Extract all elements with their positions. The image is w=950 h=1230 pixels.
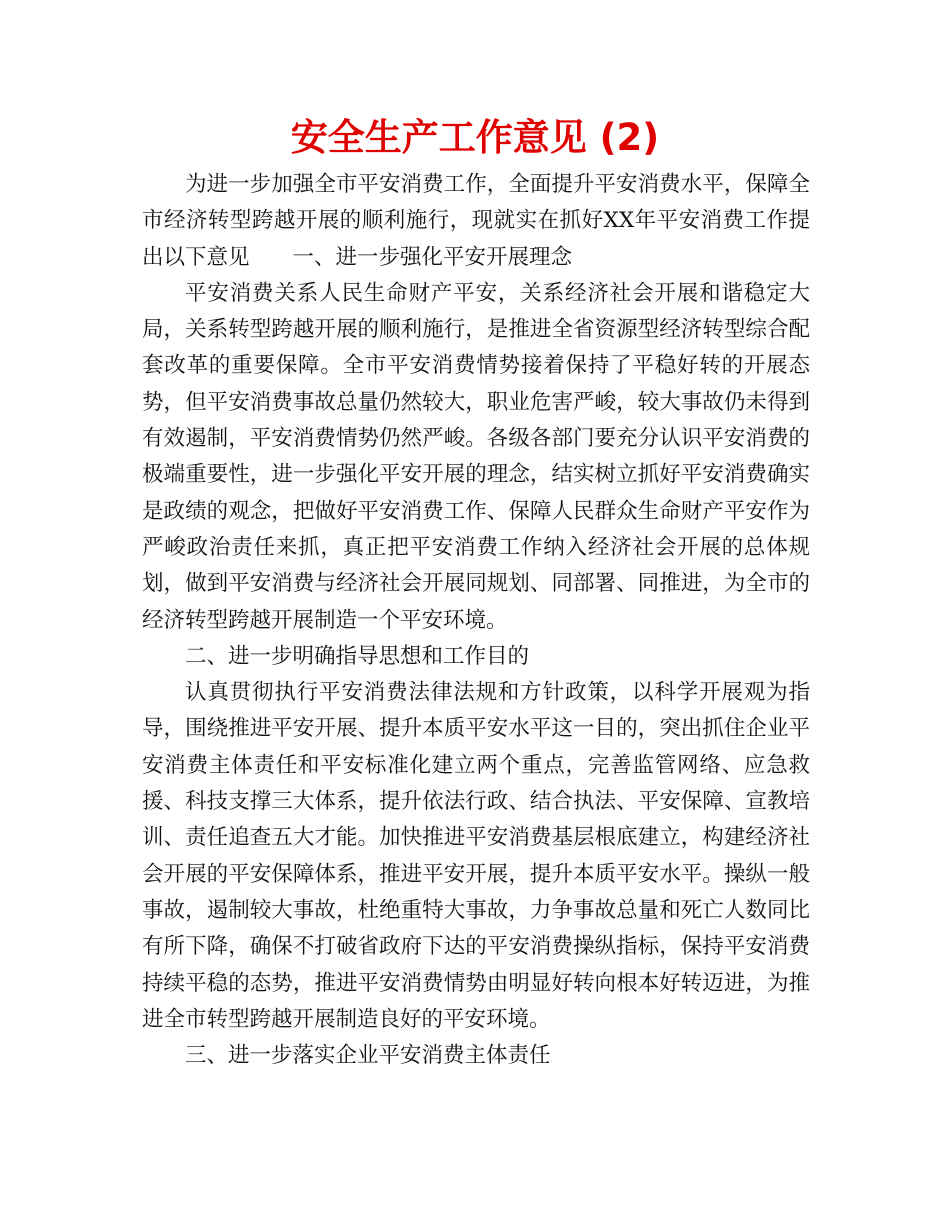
paragraph-section-2-body: 认真贯彻执行平安消费法律法规和方针政策，以科学开展观为指导，围绕推进平安开展、提升本质平安水平这一目的，突出抓住企业平安消费主体责任和平安标准化建立两个重点，完善监管网络、应急救援、科技支撑三大体系，提升依法行政、结合执法、平安保障、宣教培训、责任追查五大才能。加快推进平安消费基层根底建立，构建经济社会开展的平安保障体系，推进平安开展，提升本质平安水平。操纵一般事故，遏制较大事故，杜绝重特大事故，力争事故总量和死亡人数同比有所下降，确保不打破省政府下达的平安消费操纵指标，保持平安消费持续平稳的态势，推进平安消费情势由明显好转向根本好转迈进，为推进全市转型跨越开展制造良好的平安环境。 (142, 680, 810, 1032)
section-3-heading: 三、进一步落实企业平安消费主体责任 (185, 1043, 551, 1069)
paragraph-intro: 为进一步加强全市平安消费工作，全面提升平安消费水平，保障全市经济转型跨越开展的顺利施行，现就实在抓好XX年平安消费工作提出以下意见 一、进一步强化平安开展理念 (142, 172, 810, 270)
document-body (142, 167, 810, 1074)
section-2-heading: 二、进一步明确指导思想和工作目的 (185, 643, 530, 669)
paragraph-section-1-body: 平安消费关系人民生命财产平安，关系经济社会开展和谐稳定大局，关系转型跨越开展的顺利施行，是推进全省资源型经济转型综合配套改革的重要保障。全市平安消费情势接着保持了平稳好转的开展态势，但平安消费事故总量仍然较大，职业危害严峻，较大事故仍未得到有效遏制，平安消费情势仍然严峻。各级各部门要充分认识平安消费的极端重要性，进一步强化平安开展的理念，结实树立抓好平安消费确实是政绩的观念，把做好平安消费工作、保障人民群众生命财产平安作为严峻政治责任来抓，真正把平安消费工作纳入经济社会开展的总体规划，做到平安消费与经济社会开展同规划、同部署、同推进，为全市的经济转型跨越开展制造一个平安环境。 (142, 280, 810, 633)
document-title: 安全生产工作意见 (2) (290, 116, 660, 159)
